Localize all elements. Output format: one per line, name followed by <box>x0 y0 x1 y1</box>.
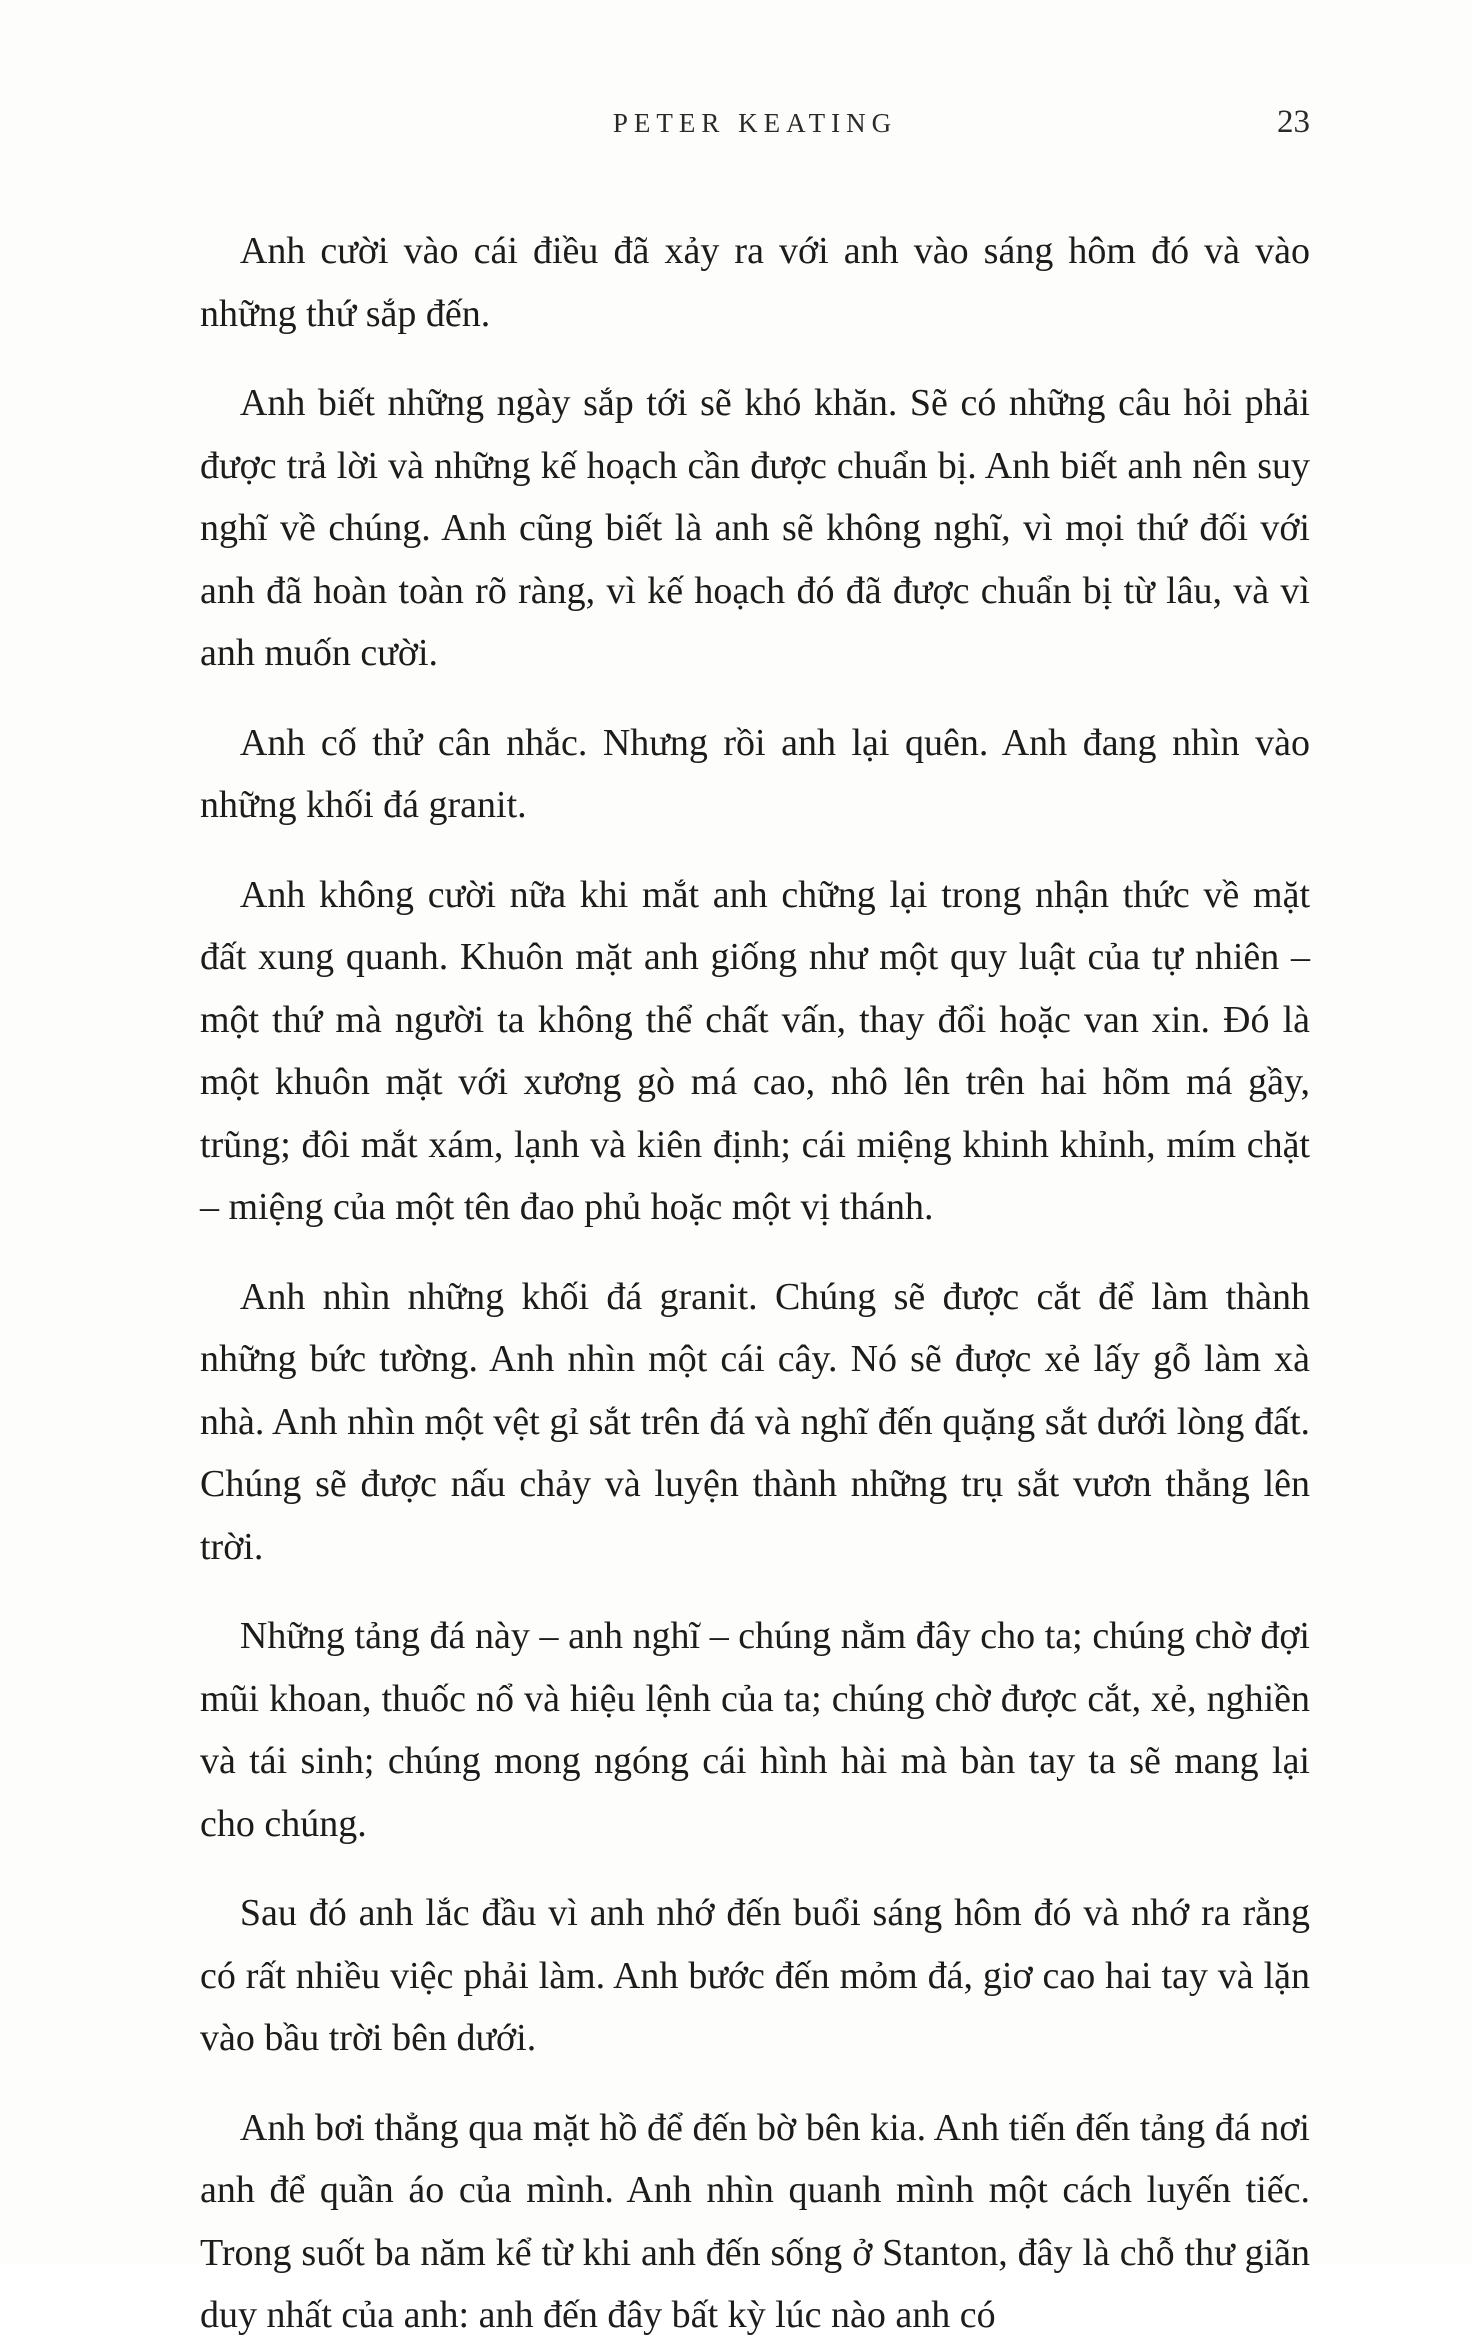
paragraph-5: Anh nhìn những khối đá granit. Chúng sẽ được cắt để làm thành những bức tường. Anh nhìn một cái cây. Nó sẽ được xẻ lấy gỗ làm xà nhà. Anh nhìn một vệt gỉ sắt trên đá và nghĩ đến quặng sắt dưới lòng đất. Chúng sẽ được nấu chảy và luyện thành những trụ sắt vươn thẳng lên trời. <box>200 1275 1310 1568</box>
paragraph-3: Anh cố thử cân nhắc. Nhưng rồi anh lại quên. Anh đang nhìn vào những khối đá granit. <box>200 721 1310 826</box>
paragraph-8: Anh bơi thẳng qua mặt hồ để đến bờ bên kia. Anh tiến đến tảng đá nơi anh để quần áo của mình. Anh nhìn quanh mình một cách luyến tiếc. Trong suốt ba năm kể từ khi anh đến sống ở Stanton, đây là chỗ thư giãn duy nhất của anh: anh đến đây bất kỳ lúc nào anh có <box>200 2106 1310 2336</box>
running-header <box>200 104 1310 148</box>
paragraph-6: Những tảng đá này – anh nghĩ – chúng nằm đây cho ta; chúng chờ đợi mũi khoan, thuốc nổ và hiệu lệnh của ta; chúng chờ được cắt, xẻ, nghiền và tái sinh; chúng mong ngóng cái hình hài mà bàn tay ta sẽ mang lại cho chúng. <box>200 1615 1310 1845</box>
paragraph-1: Anh cười vào cái điều đã xảy ra với anh vào sáng hôm đó và vào những thứ sắp đến. <box>200 230 1310 335</box>
body-text <box>200 220 1310 2347</box>
chapter-title: PETER KEATING <box>612 108 898 138</box>
paragraph-7: Sau đó anh lắc đầu vì anh nhớ đến buổi sáng hôm đó và nhớ ra rằng có rất nhiều việc phải làm. Anh bước đến mỏm đá, giơ cao hai tay và lặn vào bầu trời bên dưới. <box>200 1892 1310 2059</box>
paragraph-2: Anh biết những ngày sắp tới sẽ khó khăn. Sẽ có những câu hỏi phải được trả lời và những kế hoạch cần được chuẩn bị. Anh biết anh nên suy nghĩ về chúng. Anh cũng biết là anh sẽ không nghĩ, vì mọi thứ đối với anh đã hoàn toàn rõ ràng, vì kế hoạch đó đã được chuẩn bị từ lâu, và vì anh muốn cười. <box>200 382 1310 674</box>
paragraph-4: Anh không cười nữa khi mắt anh chững lại trong nhận thức về mặt đất xung quanh. Khuôn mặt anh giống như một quy luật của tự nhiên – một thứ mà người ta không thể chất vấn, thay đổi hoặc van xin. Đó là một khuôn mặt với xương gò má cao, nhô lên trên hai hõm má gầy, trũng; đôi mắt xám, lạnh và kiên định; cái miệng khinh khỉnh, mím chặt – miệng của một tên đao phủ hoặc một vị thánh. <box>200 873 1310 1228</box>
page-number: 23 <box>1277 104 1310 140</box>
